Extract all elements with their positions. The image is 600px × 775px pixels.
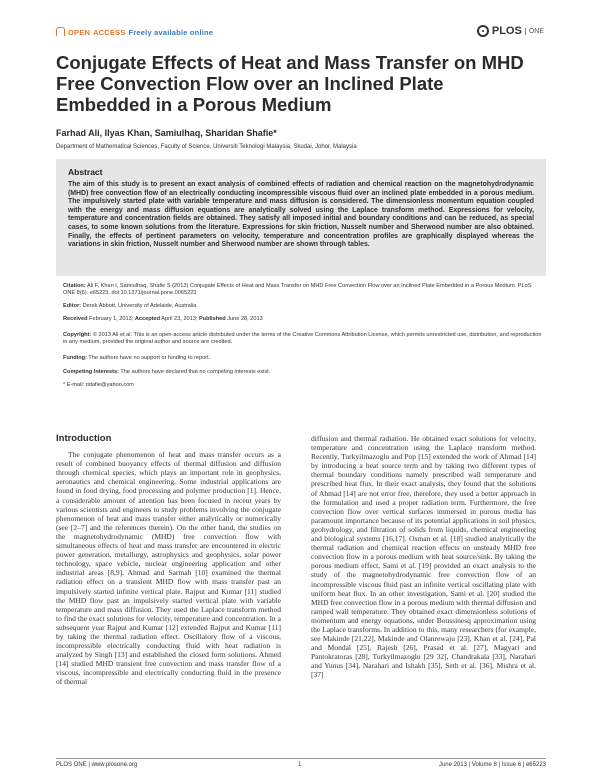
funding [63,355,543,362]
competing-interests [63,369,543,376]
author-list: Farhad Ali, Ilyas Khan, Samiulhaq, Sharidan Shafie* [56,128,277,138]
published-date: June 28, 2013 [227,316,263,322]
plos-logo-icon [477,25,489,37]
citation-text: Ali F, Khan I, Samiulhaq, Shafie S (2013) Conjugate Effects of Heat and Mass Transfer on MHD Free Convection Flow over an Inclined Plate Embedded in a Porous Medium. PLoS ONE 8(6): e65223. doi:10.1371/journal.pone.0065223 [63,283,532,296]
footer-rule [56,758,546,759]
journal-logo-sub: ONE [525,28,544,35]
received-date: February 1, 2013; [89,316,134,322]
right-column-text: diffusion and thermal radiation. He obtained exact solutions for velocity, temperature and concentration using the Laplace transform method. Recently, Turkyilmazoglu and Pop [15] extended the work of Ahmad [14] by introducing a heat source term and by taking two different types of thermal boundary conditions namely prescribed wall temperature and prescribed heat flux. In their exact analysis, they found that the solutions of Ahmad [14] are not error free, therefore, they used a better approach in the formulation and used a proper radiation term. Furthermore, the free convection flow over vertical surfaces immersed in porous media has paramount importance because of its potential applications in soil physics, geohydrology, and filtration of solids from liquids, chemical engineering and biological systems [16,17]. Osman et al. [18] studied analytically the thermal radiation and chemical reaction effects on unsteady MHD free convection flow in a porous medium with heat source/sink. By taking the porous medium effect, Sami et al. [19] provided an exact analysis to the study of the magnetohydrodynamic free convection flow of an incompressible viscous fluid past an infinite vertical oscillating plate with uniform heat flux. In an other investigation, Sami et al. [20] studied the MHD free convection flow in a porous medium with thermal diffusion and ramped wall temperature. They obtained exact dimensionless solutions of momentum and energy equations, under Boussinesq approximation using the Laplace transforms. In addition to this, many researchers (for example, see Makinde [21,22], Makinde and Olanrewaju [23], Khan et al. [24], Pal and Mondal [25], Rajesh [26], Prasad et al. [27], Magyari and Pantokratoras [28], Turkyilmazoglu [29 32], Chandrakala [33], Narahari and Yunus [34], Narahari and Ishakh [35], Seth et al. [36], Mishra et al. [37] [311,434,536,680]
footer-page-number: 1 [298,762,302,768]
competing-text: The authors have declared that no competing interests exist. [120,369,271,375]
competing-label: Competing Interests: [63,369,119,375]
dates [63,316,543,323]
left-column [56,434,281,687]
affiliation: Department of Mathematical Sciences, Faculty of Science, Universiti Teknologi Malaysia, Skudai, Johor, Malaysia [56,144,357,150]
abstract-heading: Abstract [68,167,103,177]
paper-title: Conjugate Effects of Heat and Mass Transfer on MHD Free Convection Flow over an Inclined Plate Embedded in a Porous Medium [56,52,524,115]
open-access-label: OPEN [68,28,91,37]
funding-label: Funding: [63,355,87,361]
citation [63,283,543,297]
copyright [63,332,543,346]
freely-available-label: Freely available online [128,28,214,37]
left-column-text: The conjugate phenomenon of heat and mass transfer occurs as a result of combined buoyancy effects of thermal diffusion and diffusion through chemical species, which plays an important role in geophysics, aeronautics and chemical engineering. Some industrial applications are found in food drying, food processing and polymer production [1]. Hence, a considerable amount of attention has been focused in recent years by various scientists and engineers to study problems involving the conjugate phenomenon of heat and mass transfer either analytically or numerically (see [2–7] and the references therein). On the other hand, the studies on the magnetohydrodynamic (MHD) free convection flow with simultaneous effects of heat and mass transfer are encountered in electric power generation, metallurgy, astrophysics and geophysics, solar power technology, space vehicle, nuclear engineering application and other industrial areas [8,9]. Ahmad and Sarmah [10] examined the thermal radiation effect on a transient MHD flow with mass transfer past an impulsively started infinite vertical plate. Rajput and Kumar [11] studied the MHD flow past an impulsively started vertical plate with variable temperature and mass diffusion. They used the Laplace transform method to find the exact solutions for velocity, temperature and concentration. In a subsequent year Rajput and Kumar [12] extended Rajput and Kumar [11] by taking the thermal radiation effect. Oscillatory flow of a viscous, incompressible electrically conducting fluid with heat radiation is analyzed by Singh [13] and established the closed form solutions. Ahmed [14] studied MHD transient free convection and mass transfer flow of a viscous, incompressible and electrically conducting fluid in the presence of thermal [56,450,281,687]
published-label: Published [198,316,226,322]
journal-logo [477,25,544,37]
journal-logo-text: PLOS [491,25,522,37]
funding-text: The authors have no support or funding to report. [88,355,211,361]
open-lock-icon [56,27,65,36]
copyright-text: © 2013 Ali et al. This is an open-access article distributed under the terms of the Creative Commons Attribution License, which permits unrestricted use, distribution, and reproduction in any medium, provided the original author and source are credited. [63,332,542,345]
email: * E-mail: ridafie@yahoo.com [63,382,134,388]
access-label: ACCESS [93,28,126,37]
journal-header [56,25,544,42]
abstract-text: The aim of this study is to present an exact analysis of combined effects of radiation and chemical reaction on the magnetohydrodynamic (MHD) free convection flow of an electrically conducting incompressible viscous fluid over an inclined plate embedded in a porous medium. The impulsively started plate with variable temperature and mass diffusion is considered. The dimensionless momentum equation coupled with the energy and mass diffusion equations are analytically solved using the Laplace transform method. Expressions for velocity, temperature and concentration fields are obtained. They satisfy all imposed initial and boundary conditions and can be reduced, as special cases, to some known solutions from the literature. Expressions for skin friction, Nusselt number and Sherwood number are also obtained. Finally, the effects of pertinent parameters on velocity, temperature and concentration profiles are graphically displayed whereas the variations in skin friction, Nusselt number and Sherwood number are shown through tables. [68,181,534,249]
editor-label: Editor: [63,303,82,309]
accepted-label: Accepted [134,316,161,322]
footer-issue: June 2013 | Volume 8 | Issue 6 | e65223 [438,762,546,768]
editor-text: Derek Abbott, University of Adelaide, Australia [82,303,197,309]
open-access-badge [56,28,213,37]
editor [63,303,543,310]
copyright-label: Copyright: [63,332,92,338]
received-label: Received [63,316,88,322]
right-column [311,434,536,680]
citation-label: Citation: [63,283,86,289]
accepted-date: April 23, 2013; [161,316,198,322]
footer-journal: PLOS ONE | www.plosone.org [56,762,138,768]
abstract-box [56,159,546,276]
introduction-heading: Introduction [56,433,112,444]
